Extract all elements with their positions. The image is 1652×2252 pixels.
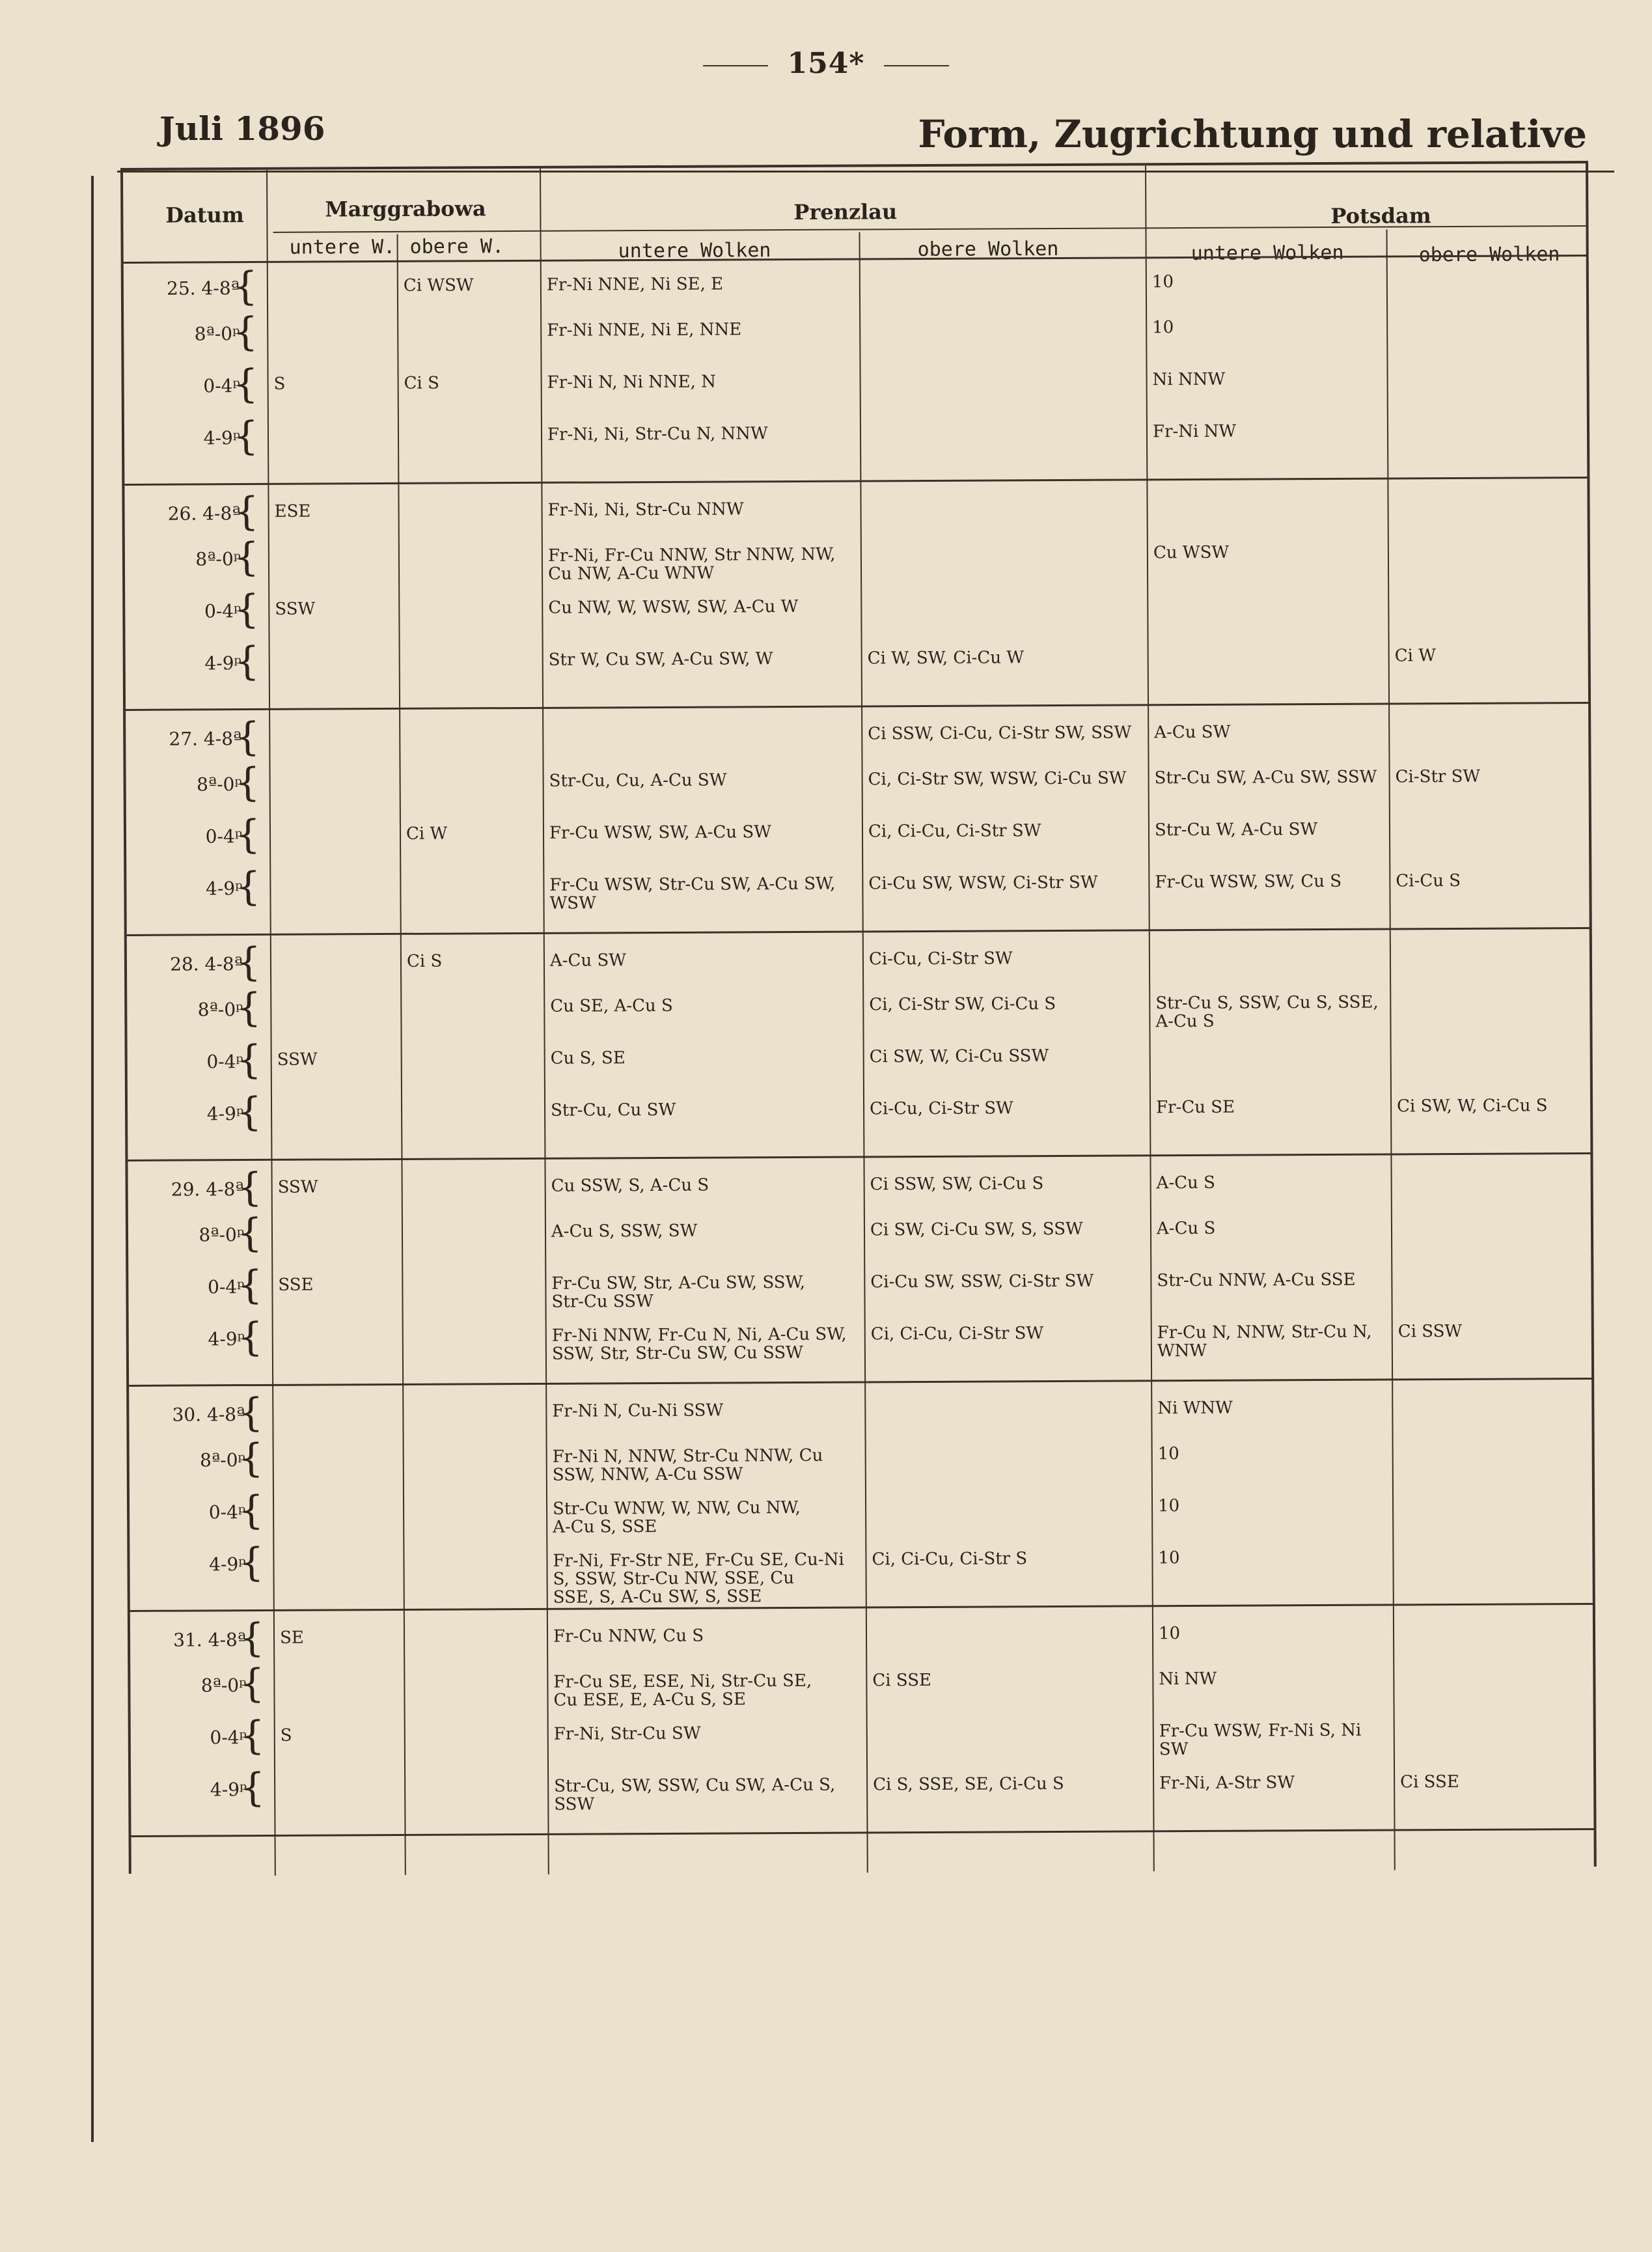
- brace-icon: {: [233, 361, 258, 408]
- brace-icon: {: [237, 1210, 263, 1257]
- col-datum: Datum: [165, 202, 244, 228]
- table-cell: [1153, 595, 1381, 596]
- table-cell: [409, 1327, 539, 1328]
- row-date: 0-4ᵖ {: [206, 1036, 262, 1083]
- row-date: 0-4ᵖ {: [204, 586, 260, 633]
- brace-icon: {: [236, 1036, 262, 1083]
- table-cell: [406, 651, 536, 652]
- row-date: 8ª-0ᵖ {: [194, 309, 258, 355]
- table-cell: Fr-Cu SE: [1155, 1097, 1235, 1118]
- brace-icon: {: [234, 638, 260, 685]
- table-cell: Cu WSW: [1153, 542, 1230, 563]
- brace-icon: {: [238, 1262, 263, 1309]
- table-cell: Cu SSW, S, A-Cu S: [551, 1175, 709, 1196]
- table-cell: 10: [1151, 272, 1174, 292]
- table-cell: Ci-Cu, Ci-Str SW: [868, 949, 1013, 969]
- table-cell: Fr-Cu WSW, Str-Cu SW, A-Cu SW, WSW: [549, 874, 836, 913]
- row-date: 30. 4-8ª {: [172, 1389, 264, 1436]
- table-cell: [405, 599, 535, 600]
- table-cell: [1156, 1046, 1384, 1047]
- table-cell: ESE: [274, 501, 311, 521]
- col-marggrabowa-obere: obere W.: [409, 235, 504, 258]
- table-cell: [872, 1497, 1145, 1498]
- brace-icon: {: [235, 759, 260, 806]
- table-cell: Str-Cu, SW, SSW, Cu SW, A-Cu S, SSW: [554, 1775, 836, 1814]
- table-cell: Ci, Ci-Cu, Ci-Str S: [872, 1549, 1028, 1570]
- table-cell: [1397, 1217, 1593, 1218]
- table-cell: Ci SSW, Ci-Cu, Ci-Str SW, SSW: [868, 723, 1132, 744]
- table-cell: [410, 1673, 540, 1674]
- table-cell: Fr-Ni, Str-Cu SW: [553, 1723, 701, 1744]
- row-date: 8ª-0ᵖ {: [195, 534, 260, 581]
- header-title: Form, Zugrichtung und relative: [918, 112, 1587, 156]
- table-cell: Fr-Cu SE, ESE, Ni, Str-Cu SE, Cu ESE, E, A-Cu S, SE: [553, 1671, 812, 1710]
- table-cell: Fr-Ni, Fr-Cu NNW, Str NNW, NW, Cu NW, A-Cu WNW: [547, 544, 836, 584]
- table-cell: Ci SW, W, Ci-Cu SSW: [869, 1046, 1049, 1067]
- table-cell: [1394, 368, 1589, 369]
- row-date: 0-4ᵖ {: [208, 1262, 263, 1309]
- brace-icon: {: [236, 984, 262, 1031]
- table-cell: Ci S, SSE, SE, Ci-Cu S: [873, 1773, 1064, 1795]
- table-cell: Str-Cu WNW, W, NW, Cu NW, A-Cu S, SSE: [553, 1497, 801, 1537]
- table-cell: Fr-Ni, A-Str SW: [1159, 1773, 1295, 1794]
- table-cell: Ci, Ci-Str SW, Ci-Cu S: [869, 994, 1056, 1015]
- table-cell: Ci-Cu SW, WSW, Ci-Str SW: [868, 872, 1098, 894]
- table-cell: SE: [279, 1628, 304, 1648]
- table-cell: SSW: [277, 1050, 318, 1070]
- group-rule: [126, 702, 1590, 711]
- col-prenzlau-untere: untere Wolken: [618, 239, 771, 263]
- table-cell: [280, 1674, 397, 1675]
- table-cell: [406, 772, 536, 773]
- brace-icon: {: [239, 1539, 264, 1586]
- table-cell: Ci SSE: [872, 1670, 932, 1691]
- table-cell: [549, 725, 855, 726]
- table-cell: Str-Cu SW, A-Cu SW, SSW: [1154, 767, 1377, 788]
- col-marggrabowa-untere: untere W.: [289, 235, 396, 259]
- row-date: 4-9ᵖ {: [206, 863, 261, 910]
- group-rule: [128, 1152, 1592, 1161]
- table-cell: Fr-Ni, Ni, Str-Cu N, NNW: [547, 424, 768, 445]
- row-date: 4-9ᵖ {: [204, 638, 260, 685]
- table-cell: Ci-Cu S: [1396, 870, 1461, 891]
- table-cell: [872, 1624, 1146, 1626]
- table-cell: Cu S, SE: [550, 1048, 626, 1068]
- table-cell: [1153, 497, 1381, 499]
- table-cell: 10: [1158, 1548, 1180, 1568]
- table-cell: Ci, Ci-Cu, Ci-Str SW: [870, 1324, 1044, 1344]
- brace-icon: {: [232, 263, 258, 310]
- table-cell: Fr-Ni N, NNW, Str-Cu NNW, Cu SSW, NNW, A-Cu SSW: [552, 1445, 823, 1485]
- table-cell: [276, 877, 393, 878]
- table-cell: [276, 825, 393, 826]
- brace-icon: {: [240, 1660, 265, 1707]
- group-rule: [129, 1378, 1593, 1387]
- col-marggrabowa: Marggrabowa: [325, 196, 486, 222]
- table-cell: [866, 370, 1140, 372]
- col-potsdam-untere: untere Wolken: [1191, 241, 1344, 265]
- table-cell: Fr-Ni NNE, Ni SE, E: [546, 274, 724, 295]
- row-date: 4-9ᵖ {: [208, 1314, 263, 1361]
- table-cell: Ci-Str SW: [1395, 766, 1481, 787]
- table-cell: [409, 1552, 540, 1553]
- table-cell: Ci SSE: [1400, 1772, 1459, 1792]
- table-cell: Fr-Ni NNE, Ni E, NNE: [547, 320, 742, 341]
- row-date: 31. 4-8ª {: [173, 1615, 265, 1661]
- brace-icon: {: [234, 714, 260, 760]
- table-cell: Fr-Cu WSW, SW, Cu S: [1155, 871, 1342, 893]
- table-cell: [407, 997, 537, 998]
- brace-icon: {: [236, 939, 262, 986]
- row-date: 8ª-0ᵖ {: [199, 1210, 263, 1257]
- row-date: 0-4ᵖ {: [203, 361, 258, 408]
- table-cell: [1399, 1547, 1594, 1548]
- table-cell: [409, 1402, 539, 1403]
- table-cell: Ci-Cu, Ci-Str SW: [870, 1098, 1013, 1119]
- table-cell: [277, 1102, 394, 1103]
- table-cell: Fr-Cu SW, Str, A-Cu SW, SSW, Str-Cu SSW: [551, 1272, 806, 1312]
- table-cell: Fr-Ni NW: [1152, 421, 1237, 442]
- table-cell: A-Cu S: [1156, 1218, 1216, 1239]
- brace-icon: {: [238, 1487, 264, 1534]
- table-cell: A-Cu SW: [1154, 722, 1231, 743]
- table-cell: Ci S: [406, 951, 443, 971]
- table-cell: Ci, Ci-Str SW, WSW, Ci-Cu SW: [868, 768, 1127, 790]
- table-cell: [873, 1722, 1146, 1723]
- table-cell: A-Cu SW: [549, 951, 627, 971]
- group-rule: [124, 477, 1589, 486]
- brace-icon: {: [234, 534, 260, 581]
- col-potsdam-obere: obere Wolken: [1418, 243, 1560, 267]
- brace-icon: {: [236, 1089, 262, 1135]
- divider-potsdam: [1386, 229, 1395, 1870]
- table-cell: [1397, 1172, 1593, 1173]
- table-cell: [1154, 647, 1382, 648]
- table-cell: [274, 426, 391, 427]
- table-cell: 10: [1157, 1496, 1180, 1516]
- table-cell: A-Cu S, SSW, SW: [551, 1221, 698, 1242]
- divider-datum: [266, 170, 276, 1876]
- table-cell: [1395, 721, 1590, 722]
- table-cell: [867, 596, 1140, 597]
- row-date: 8ª-0ᵖ {: [200, 1660, 265, 1707]
- table-cell: [1400, 1720, 1595, 1721]
- table-cell: Ci SW, W, Ci-Cu S: [1396, 1096, 1548, 1117]
- brace-icon: {: [233, 413, 259, 460]
- brace-icon: {: [238, 1435, 264, 1482]
- row-date: 26. 4-8ª {: [167, 488, 259, 535]
- row-date: 0-4ᵖ {: [210, 1712, 265, 1759]
- brace-icon: {: [234, 586, 260, 633]
- table-cell: Ci SW, Ci-Cu SW, S, SSW: [870, 1219, 1083, 1240]
- row-date: 8ª-0ᵖ {: [200, 1435, 264, 1482]
- row-date: 4-9ᵖ {: [203, 413, 259, 460]
- table-cell: Ni NNW: [1152, 369, 1226, 390]
- brace-icon: {: [240, 1764, 266, 1811]
- table-cell: 10: [1157, 1444, 1179, 1464]
- divider-prenzlau: [859, 232, 868, 1872]
- table-cell: [273, 322, 391, 323]
- table-cell: [1398, 1397, 1593, 1398]
- table-cell: S: [280, 1725, 292, 1745]
- row-date: 4-9ᵖ {: [206, 1089, 262, 1135]
- table-cell: Str-Cu W, A-Cu SW: [1154, 820, 1318, 841]
- table-cell: Str-Cu, Cu, A-Cu SW: [549, 770, 727, 791]
- table-cell: [409, 1500, 540, 1501]
- table-cell: Ci W: [1394, 646, 1436, 666]
- table-cell: [277, 952, 394, 953]
- table-cell: [867, 544, 1140, 545]
- table-cell: Ci W: [406, 824, 448, 844]
- table-cell: [405, 501, 535, 502]
- table-cell: [1397, 1044, 1592, 1045]
- table-cell: Cu NW, W, WSW, SW, A-Cu W: [548, 596, 799, 618]
- table-cell: Fr-Ni N, Ni NNE, N: [547, 372, 716, 393]
- table-cell: Cu SE, A-Cu S: [550, 995, 673, 1016]
- subheader-rule: [273, 225, 1588, 233]
- table-cell: Fr-Ni, Fr-Str NE, Fr-Cu SE, Cu-Ni S, SSW, Str-Cu NW, SSE, Cu SSE, S, A-Cu SW, S, SSE: [553, 1550, 844, 1607]
- header-month: Juli 1896: [159, 109, 325, 148]
- table-cell: Str-Cu S, SSW, Cu S, SSE, A-Cu S: [1155, 992, 1379, 1032]
- row-date: 4-9ᵖ {: [210, 1764, 266, 1811]
- table-cell: [275, 727, 392, 728]
- row-date: 28. 4-8ª {: [170, 939, 262, 986]
- table-cell: Ci WSW: [403, 275, 474, 296]
- table-cell: Fr-Ni NNW, Fr-Cu N, Ni, A-Cu SW, SSW, Str, Str-Cu SW, Cu SSW: [551, 1324, 847, 1364]
- row-date: 29. 4-8ª {: [171, 1164, 262, 1211]
- brace-icon: {: [232, 309, 258, 355]
- table-cell: [866, 423, 1140, 424]
- table-cell: [408, 1177, 538, 1178]
- table-cell: [1155, 948, 1383, 949]
- brace-icon: {: [235, 811, 261, 858]
- table-cell: A-Cu S: [1156, 1173, 1215, 1193]
- table-cell: [1399, 1668, 1595, 1669]
- table-cell: [1396, 992, 1591, 993]
- table-cell: [871, 1399, 1144, 1400]
- table-cell: Ci SSW, SW, Ci-Cu S: [870, 1174, 1044, 1195]
- table-cell: [872, 1445, 1145, 1446]
- table-cell: [867, 498, 1140, 499]
- table-cell: Fr-Cu N, NNW, Str-Cu N, WNW: [1157, 1322, 1372, 1361]
- table-cell: [277, 998, 394, 999]
- table-cell: Ci W, SW, Ci-Cu W: [867, 648, 1025, 669]
- col-prenzlau: Prenzlau: [793, 199, 898, 225]
- brace-icon: {: [237, 1164, 262, 1211]
- brace-icon: {: [240, 1712, 265, 1759]
- row-date: 0-4ᵖ {: [208, 1487, 264, 1534]
- table-cell: Ni WNW: [1157, 1398, 1233, 1419]
- table-cell: [409, 1448, 540, 1449]
- brace-icon: {: [238, 1389, 264, 1436]
- table-cell: Str W, Cu SW, A-Cu SW, W: [548, 649, 773, 670]
- table-cell: [406, 876, 536, 877]
- table-cell: Fr-Ni, Ni, Str-Cu NNW: [547, 499, 744, 520]
- table-cell: [279, 1403, 396, 1404]
- brace-icon: {: [234, 488, 259, 535]
- row-date: 4-9ᵖ {: [209, 1539, 264, 1586]
- table-cell: 10: [1152, 318, 1174, 338]
- row-date: 8ª-0ᵖ {: [197, 984, 262, 1031]
- table-cell: [411, 1777, 541, 1778]
- table-cell: Fr-Cu WSW, SW, A-Cu SW: [549, 822, 771, 843]
- table-cell: Str-Cu, Cu SW: [551, 1100, 676, 1120]
- table-cell: [866, 318, 1139, 320]
- outer-rule: [91, 176, 94, 2142]
- row-date: 25. 4-8ª {: [166, 263, 258, 310]
- row-date: 27. 4-8ª {: [169, 714, 260, 760]
- cloud-table: [120, 161, 1597, 1874]
- table-cell: Ci SSW: [1397, 1321, 1463, 1342]
- table-cell: Ci S: [404, 373, 439, 393]
- col-potsdam: Potsdam: [1330, 203, 1431, 229]
- table-cell: [281, 1778, 398, 1779]
- table-cell: SSE: [278, 1275, 314, 1295]
- group-rule: [127, 927, 1591, 936]
- table-cell: Ci-Cu SW, SSW, Ci-Str SW: [870, 1271, 1094, 1292]
- row-date: 0-4ᵖ {: [205, 811, 261, 858]
- table-cell: [278, 1223, 395, 1224]
- divider-marggrabowa: [397, 234, 406, 1875]
- table-cell: [1396, 819, 1591, 820]
- table-cell: SSW: [277, 1177, 318, 1197]
- table-cell: [1393, 316, 1588, 317]
- brace-icon: {: [236, 863, 261, 910]
- brace-icon: {: [238, 1314, 263, 1361]
- table-cell: [866, 273, 1139, 274]
- table-cell: Fr-Cu WSW, Fr-Ni S, Ni SW: [1159, 1720, 1362, 1760]
- row-date: 8ª-0ᵖ {: [196, 759, 260, 806]
- table-cell: [1394, 496, 1589, 497]
- table-cell: [1399, 1622, 1595, 1623]
- table-cell: [411, 1725, 541, 1726]
- brace-icon: {: [239, 1615, 265, 1661]
- table-cell: Ni NW: [1159, 1669, 1217, 1689]
- table-cell: 10: [1158, 1624, 1181, 1644]
- table-cell: [405, 547, 535, 548]
- group-rule: [130, 1603, 1595, 1612]
- col-prenzlau-obere: obere Wolken: [917, 237, 1059, 262]
- table-cell: Str-Cu NNW, A-Cu SSE: [1157, 1270, 1356, 1291]
- group-rule: [131, 1828, 1596, 1837]
- table-cell: SSW: [275, 599, 316, 619]
- table-cell: S: [273, 374, 286, 394]
- page-number: 154*: [0, 47, 1652, 80]
- table-cell: Ci, Ci-Cu, Ci-Str SW: [868, 821, 1041, 842]
- table-cell: Fr-Ni N, Cu-Ni SSW: [552, 1400, 724, 1421]
- table-cell: Fr-Cu NNW, Cu S: [553, 1626, 704, 1647]
